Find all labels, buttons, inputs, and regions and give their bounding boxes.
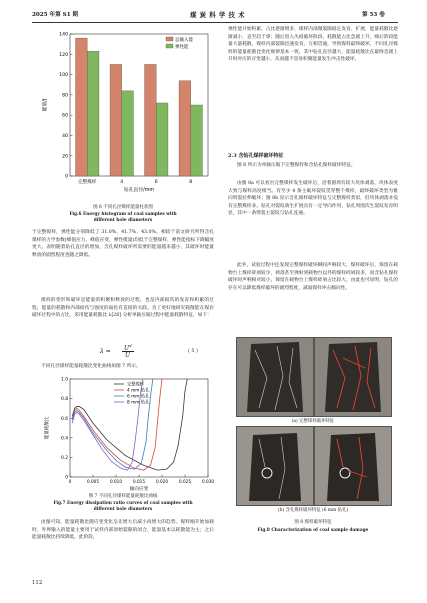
- fig8a-left-image: [237, 338, 313, 416]
- fig7-caption-en-2: different hole diameters: [93, 507, 153, 512]
- fig8-caption-en: Fig.8 Characterization of coal sample damage: [257, 528, 369, 533]
- fig6-bar-total-input: [179, 81, 191, 176]
- fig6-caption-cn: 图 6 不同孔径煤样能量柱状图: [93, 205, 153, 210]
- fig7-y-tick-label: 0.2: [61, 456, 68, 461]
- formula-num-symbol: U: [124, 345, 130, 352]
- section-title-2-3: 2.3 含钻孔煤样破坏特征: [228, 153, 284, 159]
- fig7-x-tick-label: 0.015: [133, 479, 145, 484]
- fig7-legend-label: 完整煤样: [127, 382, 145, 388]
- fig7-x-tick-label: 0.010: [110, 479, 122, 484]
- fig7-legend-label: 6 mm 钻孔: [127, 394, 150, 400]
- fig8b-subcaption: (b) 含孔煤样破坏特征 (6 mm 钻孔): [277, 508, 349, 513]
- fig7-x-tick-label: 0.020: [156, 479, 168, 484]
- fig6-y-tick-label: 100: [59, 73, 68, 79]
- fig6-legend-swatch: [166, 37, 173, 41]
- fig6-x-axis-label: 钻孔直径/mm: [123, 188, 155, 193]
- fig6-legend-label: 弹性能: [175, 45, 189, 50]
- fig6-y-tick-label: 140: [59, 32, 68, 38]
- fig6-y-tick-label: 40: [62, 134, 68, 140]
- right-paragraph-2: 图 8 所示为单轴压缩下完整煤样和含钻孔煤样破坏特征。: [237, 163, 356, 168]
- fig6-caption-en-1: Fig.6 Energy histogram of coal samples with: [69, 212, 177, 217]
- formula-lhs: λ =: [100, 348, 111, 355]
- fig6-caption-en-2: different hole diameters: [93, 218, 153, 223]
- fig7-x-tick-label: 0.030: [202, 479, 214, 484]
- header-rule: [32, 22, 398, 23]
- formula-number: ( 5 ): [188, 349, 198, 354]
- fig6-x-tick-label: 8: [189, 180, 193, 185]
- fig8a-right-image: [315, 338, 391, 416]
- left-paragraph-1: 于完整煤样，弹性能分别降低了 31.0%、41.7%、43.0%。相较于前文研究所得含孔煤样的力学参数(峰值应力、峰值应变、弹性模量)均低于完整煤样，弹性能指标下降幅度更大。表明随着钻孔直径的增加，含孔煤样破坏所需要的能量越来越小，其破坏时能量释放的剧烈程度也随之降低。: [32, 230, 214, 258]
- formula-num-sup: d: [129, 343, 132, 348]
- formula-denominator: U: [125, 352, 131, 359]
- fig6-y-tick-label: 120: [59, 52, 68, 58]
- left-paragraph-4: 由图可知，能量耗散比随应变变化呈先增大后减小再增大的趋势。煤样刚开始加载时，外界输入的能量主要用于试样内部原始裂隙的闭合，能量基本以耗散能为主；之后能量耗散比持续降低，此阶段，: [32, 520, 214, 540]
- fig8a-photo-intact-left: [236, 337, 314, 417]
- fig8a-subcaption: (a) 完整煤样破坏特征: [291, 419, 335, 424]
- fig6-y-tick-label: 0: [65, 174, 68, 180]
- fig6-bar-chart: [32, 26, 214, 204]
- fig6-bar-total-input: [76, 38, 88, 176]
- fig8b-photo-holed-right: [314, 426, 392, 506]
- fig7-y-axis-label: 能量耗散比: [45, 416, 50, 440]
- fig6-x-tick-label: 6: [154, 180, 158, 185]
- fig7-y-tick-label: 0: [65, 475, 68, 481]
- right-paragraph-4: 此外，试验过程中还发现完整煤样破坏瞬间声响较大，煤样破坏后，保留在载物台上煤样碎屑较少，掉落甚至弹射到载物台以外的煤样碎屑较多，而含钻孔煤样破坏时声响相对较小，保留在载物台上煤样碎屑占比较大，由此也可说明，钻孔的存在可以降低煤样破坏的剧烈程度，减弱煤样冲击倾向性。: [228, 263, 398, 291]
- page-number: 112: [32, 580, 43, 586]
- fig7-line-chart: [32, 373, 214, 493]
- fig7-y-tick-label: 1.0: [61, 377, 68, 383]
- left-paragraph-2: 煤样的变形和破坏是能量的积聚和释放的过程，也是内部损伤的发育和积累的过程，能量的耗散和内部损伤与强度的弱化有直接的关联。为了更好地研究耗散能在煤岩破坏过程中的占比，采用能量耗散比 λ[28] 分析单轴压缩过程中能量耗散特征，如下：: [32, 298, 214, 318]
- fig6-bar-elastic: [156, 103, 168, 176]
- fig7-x-tick-label: 0.005: [87, 479, 99, 484]
- right-paragraph-3: 由图 8a 可以看出完整煤样发生破坏后，沿着圆周有较大块体剥落，块体表度大致与煤样高度相当。有至少 4 条主破坏裂纹贯穿整个煤样，最终破坏类型为锥向劈裂拉伸破坏；图 8b 显示含孔煤样破坏特征与完整煤样类似，但块体剥落并没有完整煤样多。钻孔对裂纹萌生扩展具有一定导向作用，钻孔周围次生裂纹发育明显，其中一条劈裂主裂纹与钻孔连通。: [228, 181, 398, 216]
- fig6-legend-swatch: [166, 44, 173, 48]
- fig7-y-tick-label: 0.4: [61, 436, 68, 442]
- fig6-legend-label: 总输入能: [175, 38, 193, 43]
- fig6-bar-elastic: [191, 105, 203, 176]
- fig6-bar-elastic: [122, 91, 134, 176]
- fig6-x-tick-label: 完整煤样: [78, 180, 97, 185]
- fig6-x-tick-label: 4: [120, 180, 124, 185]
- fig6-bar-elastic: [87, 51, 99, 176]
- fig7-x-axis-label: 轴向应变: [129, 487, 149, 492]
- fig7-caption-cn: 图 7 不同孔径煤样能量耗散比曲线: [88, 494, 158, 499]
- left-paragraph-3: 不同孔径煤样能量耗散比变化曲线如图 7 所示。: [41, 364, 141, 369]
- fig7-x-tick-label: 0: [68, 479, 72, 484]
- fig7-y-tick-label: 0.6: [61, 416, 68, 422]
- fig8b-photo-holed-left: [236, 426, 314, 506]
- fig7-legend-label: 8 mm 钻孔: [127, 400, 150, 406]
- header-journal-title: 煤 炭 科 学 技 术: [190, 11, 245, 19]
- fig6-y-tick-label: 20: [62, 154, 68, 160]
- right-paragraph-1: 弹性能开始积累，占比逐渐增多，煤样内部微裂隙稳定发育、扩展，能量耗散比逐渐减小，直至趋于零；随后进入失稳破坏阶段，耗散能占比急剧上升，峰后阶段能量大量耗散，煤样内部裂隙迅速发育，互相贯通，导致煤样最终破坏。不同孔径煤样的能量耗散比变化规律基本一致，其中钻孔直径越大，能量耗散比在最终急剧上升时对应的应变越小，从而越不容易积聚能量发生冲击性破坏。: [228, 27, 398, 62]
- header-issue: 2025 年第 S1 期: [32, 12, 79, 18]
- fig7-legend-label: 4 mm 钻孔: [127, 388, 150, 394]
- header-volume: 第 53 卷: [362, 12, 385, 18]
- fig7-x-tick-label: 0.025: [179, 479, 191, 484]
- fig6-bar-total-input: [110, 64, 122, 176]
- fig8b-left-image: [237, 427, 313, 505]
- fig7-y-tick-label: 0.8: [61, 397, 68, 403]
- fig6-y-tick-label: 80: [62, 93, 68, 99]
- fig8b-right-image: [315, 427, 391, 505]
- fig7-caption-en-1: Fig.7 Energy dissipation ratio curves of coal samples with: [53, 501, 193, 506]
- fig8a-photo-intact-right: [314, 337, 392, 417]
- fig6-y-axis-label: 能量/J: [43, 98, 48, 112]
- fig6-bar-total-input: [145, 64, 157, 176]
- fig6-y-tick-label: 60: [62, 113, 68, 119]
- fig8-caption-cn: 图 8 煤样破坏特征: [294, 520, 332, 525]
